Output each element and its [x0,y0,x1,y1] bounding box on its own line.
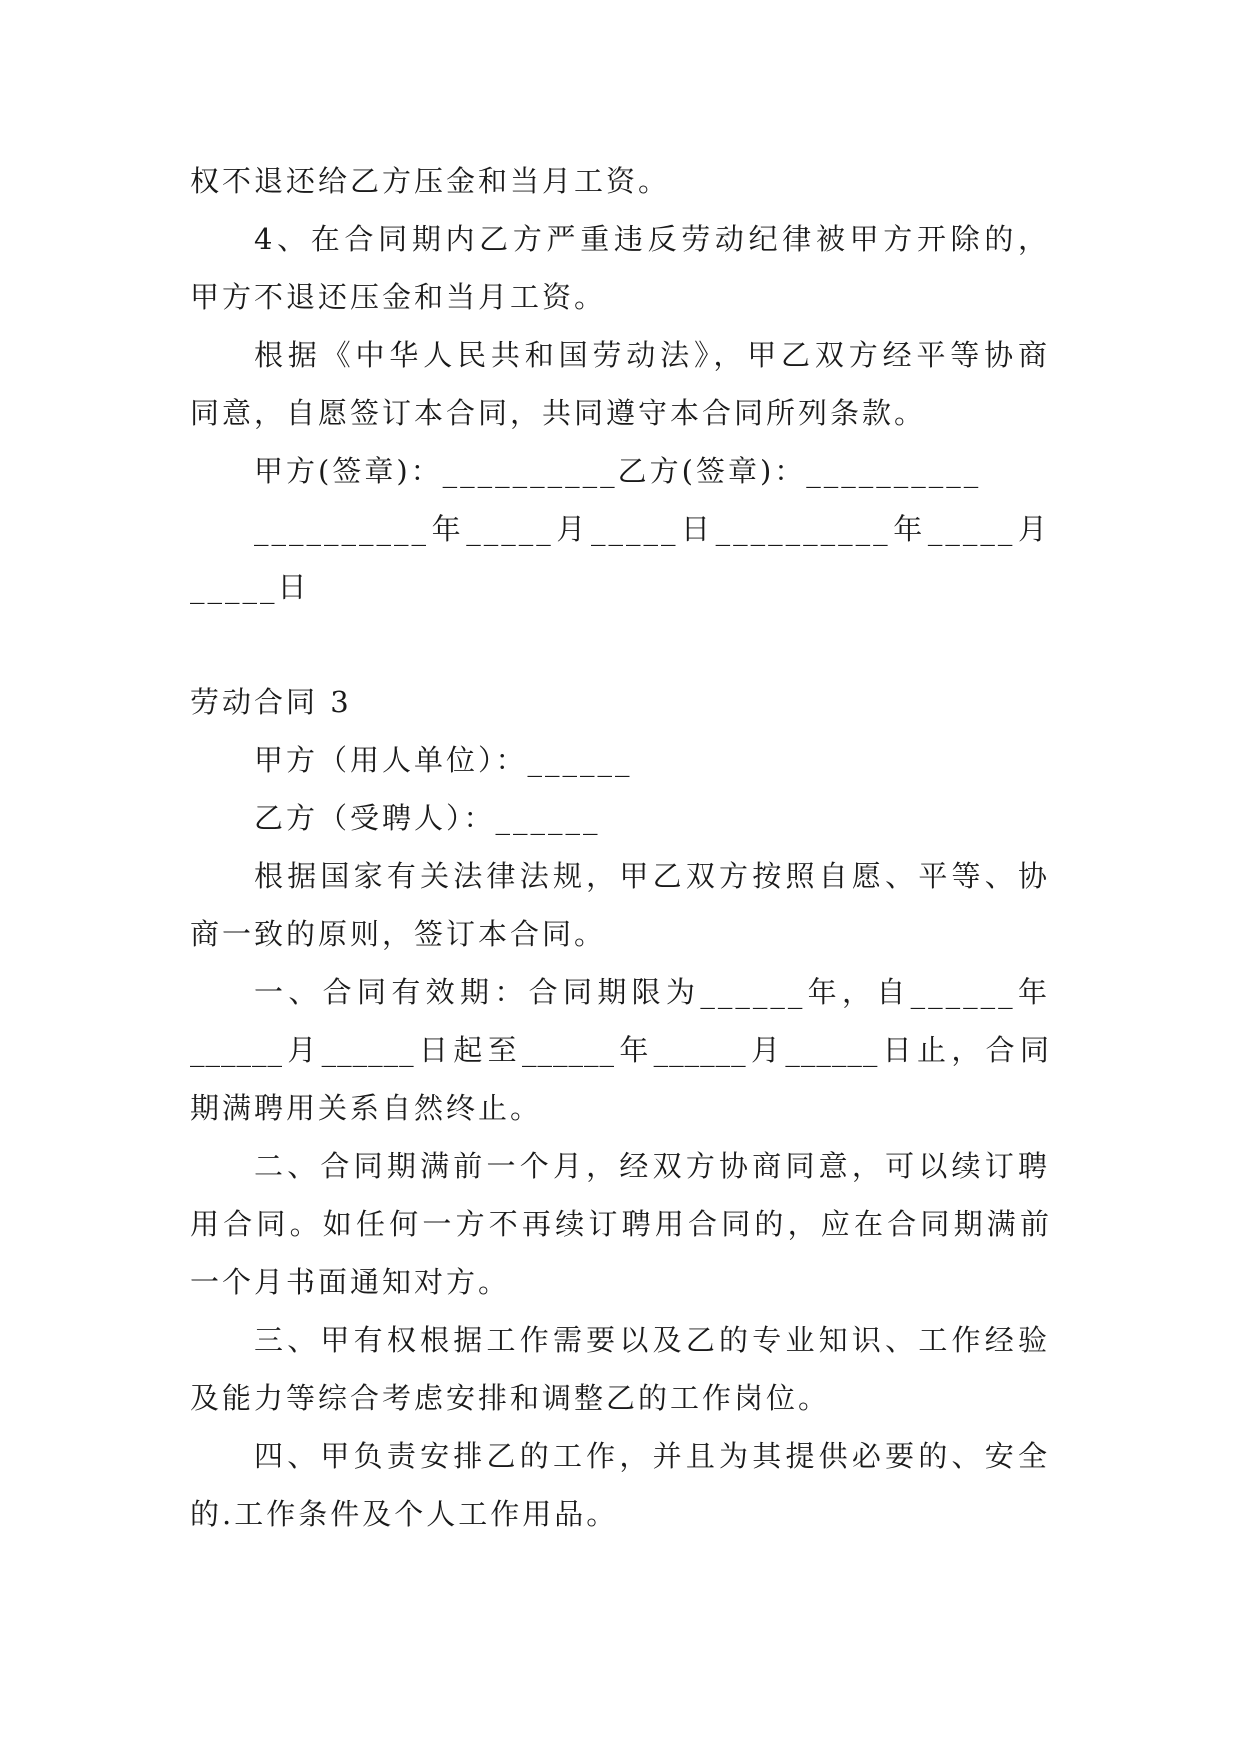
text-line: ______月______日起至______年______月______日止，合同 [190,1033,1050,1067]
text-line: 一、合同有效期：合同期限为______年，自______年 [254,975,1050,1009]
section-heading: 劳动合同 3 [190,685,352,719]
party-a-line: 甲方（用人单位）：______ [254,743,633,777]
text-line: 根据国家有关法律法规，甲乙双方按照自愿、平等、协 [254,859,1050,893]
text-line: 二、合同期满前一个月，经双方协商同意，可以续订聘 [254,1149,1050,1183]
party-b-line: 乙方（受聘人）：______ [254,801,601,835]
text-line: 期满聘用关系自然终止。 [190,1091,543,1125]
signature-line: 甲方(签章)：__________乙方(签章)：__________ [254,454,982,488]
text-line: 权不退还给乙方压金和当月工资。 [190,164,671,198]
text-line: 四、甲负责安排乙的工作，并且为其提供必要的、安全 [254,1439,1050,1473]
text-line: 同意，自愿签订本合同，共同遵守本合同所列条款。 [190,396,927,430]
text-line: 甲方不退还压金和当月工资。 [190,280,607,314]
section-gap [190,616,1050,673]
text-line: 及能力等综合考虑安排和调整乙的工作岗位。 [190,1381,831,1415]
text-line: 三、甲有权根据工作需要以及乙的专业知识、工作经验 [254,1323,1050,1357]
date-line: __________年_____月_____日__________年_____月 [254,512,1050,546]
text-line: 用合同。如任何一方不再续订聘用合同的，应在合同期满前 [190,1207,1050,1241]
date-line: _____日 [190,570,310,604]
text-line: 的.工作条件及个人工作用品。 [190,1497,619,1531]
document-page [190,152,1050,1543]
text-line: 商一致的原则，签订本合同。 [190,917,607,951]
text-line: 4、在合同期内乙方严重违反劳动纪律被甲方开除的， [254,222,1050,256]
text-line: 根据《中华人民共和国劳动法》，甲乙双方经平等协商 [254,338,1050,372]
text-line: 一个月书面通知对方。 [190,1265,511,1299]
